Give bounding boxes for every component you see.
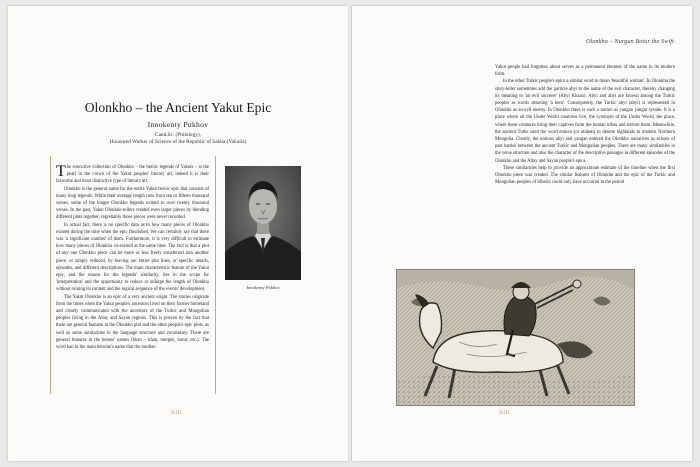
portrait-illustration	[225, 166, 301, 280]
horseman-artwork	[396, 269, 635, 406]
author-name: Innokenty Pukhov	[147, 120, 209, 129]
paragraph-text: he executive collection of Olonkho – the heroic legends of Yakuts – is the pearl in the crown of the Yakut peoples' literary art, indeed it is their favourite and most distinctive type of literary art.	[56, 165, 209, 185]
drop-cap: T	[56, 164, 66, 180]
paragraph: Yakut people had forgotten about serves as a permanent element of the name in its modern form.	[495, 65, 675, 78]
credential-title: Honoured Worker of Science of the Republic of Sakha (Yakutia)	[109, 139, 247, 145]
paragraph: Olonkho is the general name for the entire Yakut heroic epic that consists of many long legends. While their average length runs from ten to fifteen thousand verses, some of the longer Olonkho legends extend to over twenty thousand verses. In the past, Yakut Olonkho-tellers created even larger pieces by blending different plots together, regrettably those pieces were never recorded.	[56, 186, 209, 221]
left-page	[8, 6, 348, 461]
running-head: Olonkho – Nurgun Botur the Swift	[585, 38, 674, 45]
paragraph: These similarities help to provide an approximate estimate of the timeline when the first Olonkho piece was created. The similar features of Olonkho and the epic of the Turkic and Mongolian peoples of Siberia could only have occurred in the period	[495, 165, 675, 186]
paragraph: In actual fact, there is no specific data as to how many pieces of Olonkho existed during the time when the epic flourished. We can certainly say that there was 'a significant number' of them. Furthermore, it is very difficult to estimate how many pieces of Olonkho co-existed at the same time. The fact is that a plot of any one Olonkho piece can be more or less freely transferred into another piece, or simply reduced, by leaving out entire plot lines, or specific details, episodes, and different descriptions. The main characteristic feature of the Yakut epic, and the reason for the legends' similarity, lies in the scope for 'interpretation' and the opportunity to reduce or enlarge the length of Olonkho without ruining its content and the logical sequence of the events' development.	[56, 222, 209, 293]
author-portrait-photo	[225, 166, 301, 280]
right-page	[352, 6, 692, 461]
right-text-column	[495, 64, 675, 266]
credential-degree: Cand.Sc. (Philology),	[155, 132, 201, 138]
paragraph	[56, 164, 209, 186]
page-number-right: XIII	[499, 410, 510, 416]
paragraph: In the other Turkic people's epics a similar word to mean 'beautiful woman'. In Olonkho the story-teller sometimes add the particle abyi to the name of the evil character, thereby changing its meaning to 'an evil sorcerer' (Abyi Khaan). Abyi and abyi are known among the Turkic peoples as words denoting 'a hero'. Consequently, the Turkic abyi (abyi) is represented in Olonkho as an evil enemy. In Olonkho there is such a notion as yangan yangat ryeabe. It is a place where all the Under World creatures live, the synonym of the Under World, the place, where these creatures bring their captives from the human tribes and torture them. Meanwhile, the ancient Turks used the word etuken (or otuken) to denote highlands in modern Northern Mongolia. Clearly, the notions abyi and yangan entered the Olonkho narratives as echoes of past battles between the ancient Turkic and Mongolian peoples. There are many similarities in the verse structure and also the character of the descriptive passages in different episodes of the Olonkho and the Altay and Sayan people's epics.	[495, 79, 675, 164]
page-number-left: XIII	[171, 410, 182, 416]
column-rule-left	[50, 156, 51, 394]
left-text-column	[56, 164, 209, 402]
horseman-engraving-illustration	[397, 270, 634, 405]
column-rule-middle	[215, 156, 216, 394]
photo-caption: Innokenty Pukhov	[246, 285, 280, 290]
article-title: Olonkho – the Ancient Yakut Epic	[84, 100, 272, 115]
paragraph: The Yakut Olonkho is an epic of a very ancient origin. The stories originate from the times when the Yakut people's ancestors lived on their former homeland and closely communicated with the ancestors of the Turkic and Mongolian peoples living in the Altay and Sayan regions. This is proven by the fact that there are general features in the Olonkho plot and the other people's epic plots, as well as some similarities in the language structure and vocabulary. There are general features in the heroes' names (khan – khan, mergen, botur, etc.). The word kan in the main heroine's name that the modern	[56, 294, 209, 351]
author-credentials	[8, 132, 348, 146]
